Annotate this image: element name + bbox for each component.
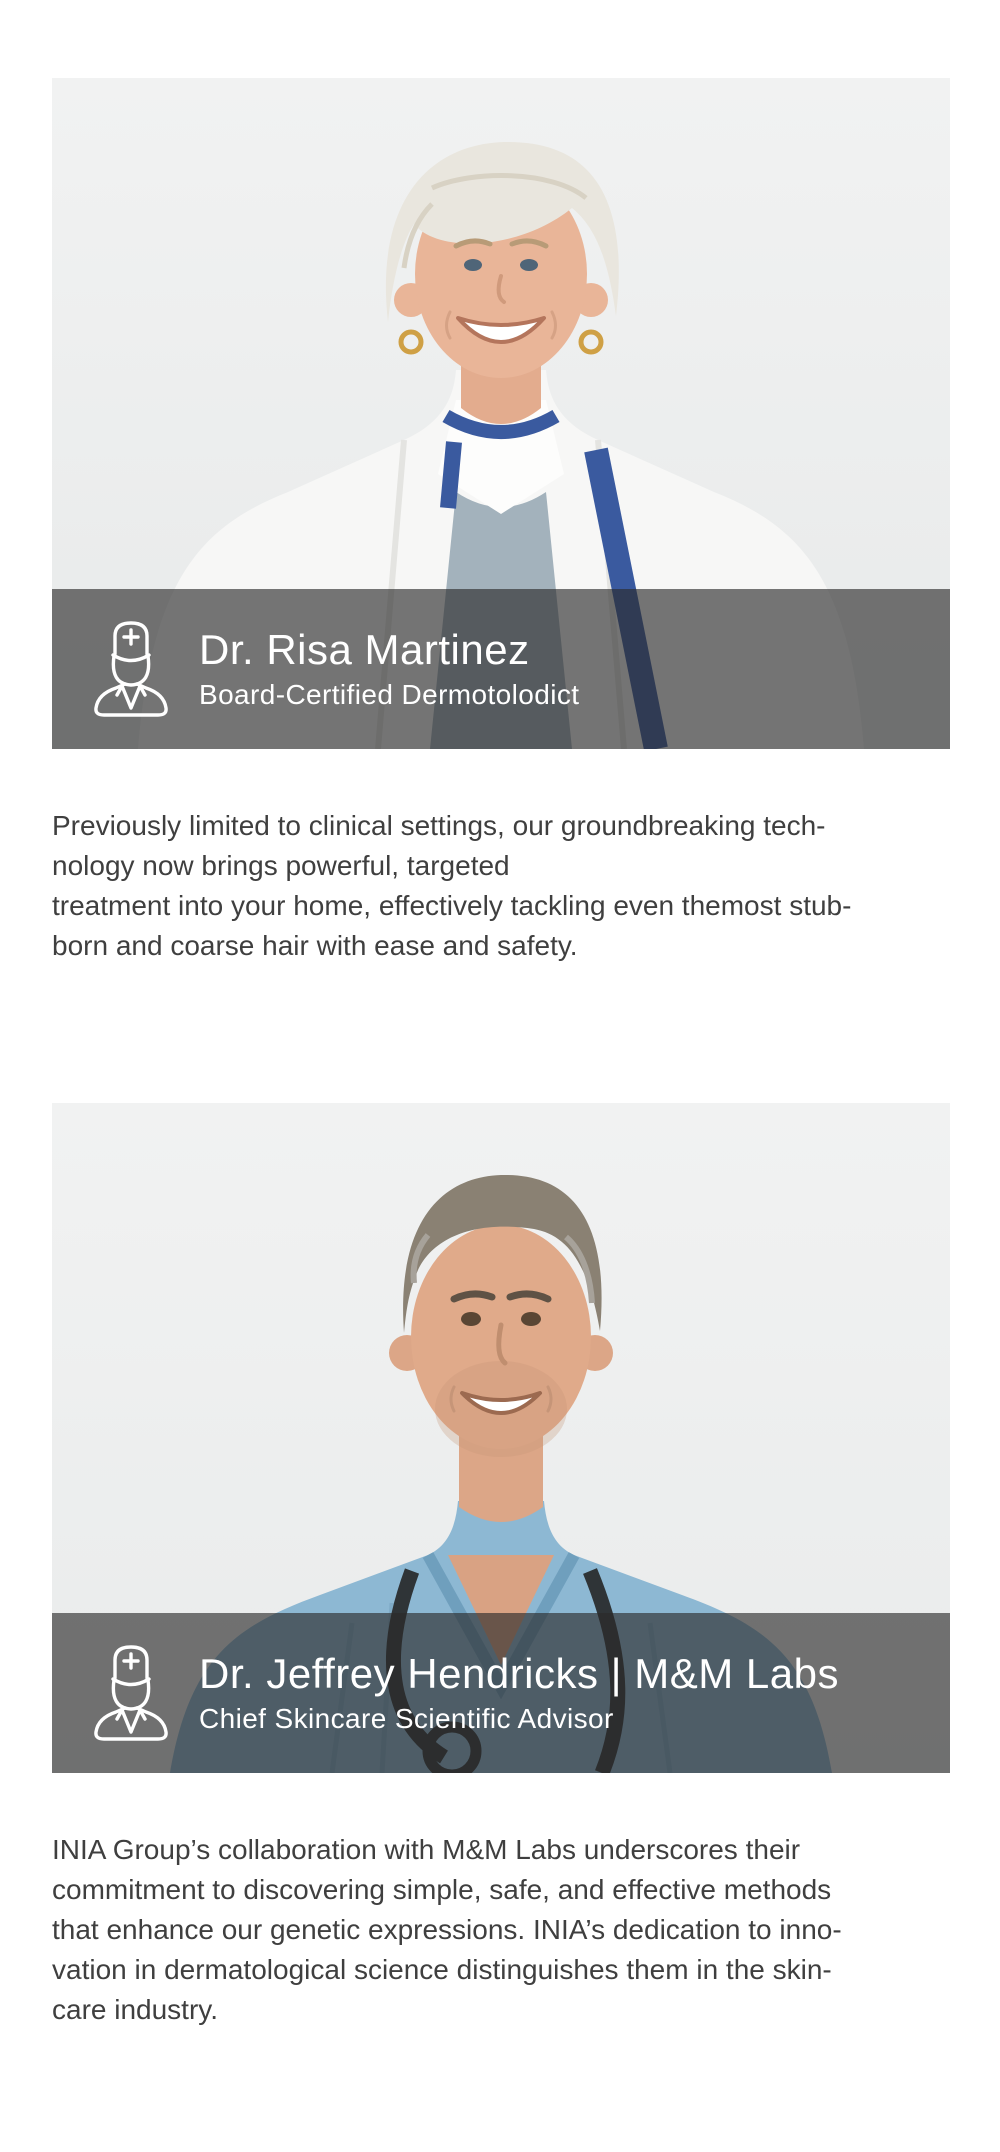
text-line: vation in dermatological science distinguishes them in the skin-	[52, 1954, 832, 1985]
text-line: care industry.	[52, 1994, 218, 2025]
text-line: nology now brings powerful, targeted	[52, 850, 510, 881]
text-line: Previously limited to clinical settings, our groundbreaking tech-	[52, 810, 826, 841]
paragraph-block	[52, 806, 962, 886]
text-line: commitment to discovering simple, safe, and effective methods	[52, 1874, 832, 1905]
profile-card-risa-martinez	[52, 78, 950, 749]
profile-banner	[52, 589, 950, 749]
doctor-icon	[92, 620, 170, 718]
paragraph-block	[52, 1830, 962, 2030]
text-line: that enhance our genetic expressions. INIA’s dedication to inno-	[52, 1914, 842, 1945]
text-line: treatment into your home, effectively tackling even themost stub-	[52, 890, 852, 921]
profile-banner	[52, 1613, 950, 1773]
technology-paragraph	[52, 806, 962, 966]
text-line: INIA Group’s collaboration with M&M Labs underscores their	[52, 1834, 801, 1865]
doctor-icon	[92, 1644, 170, 1742]
collaboration-paragraph	[52, 1830, 962, 2030]
doctor-name: Dr. Jeffrey Hendricks | M&M Labs	[199, 1649, 839, 1697]
doctor-role: Board-Certified Dermotolodict	[199, 679, 580, 711]
doctor-name: Dr. Risa Martinez	[199, 625, 530, 673]
profile-card-jeffrey-hendricks	[52, 1103, 950, 1773]
text-line: born and coarse hair with ease and safety.	[52, 930, 578, 961]
paragraph-block	[52, 886, 962, 966]
doctor-role: Chief Skincare Scientific Advisor	[199, 1703, 614, 1735]
